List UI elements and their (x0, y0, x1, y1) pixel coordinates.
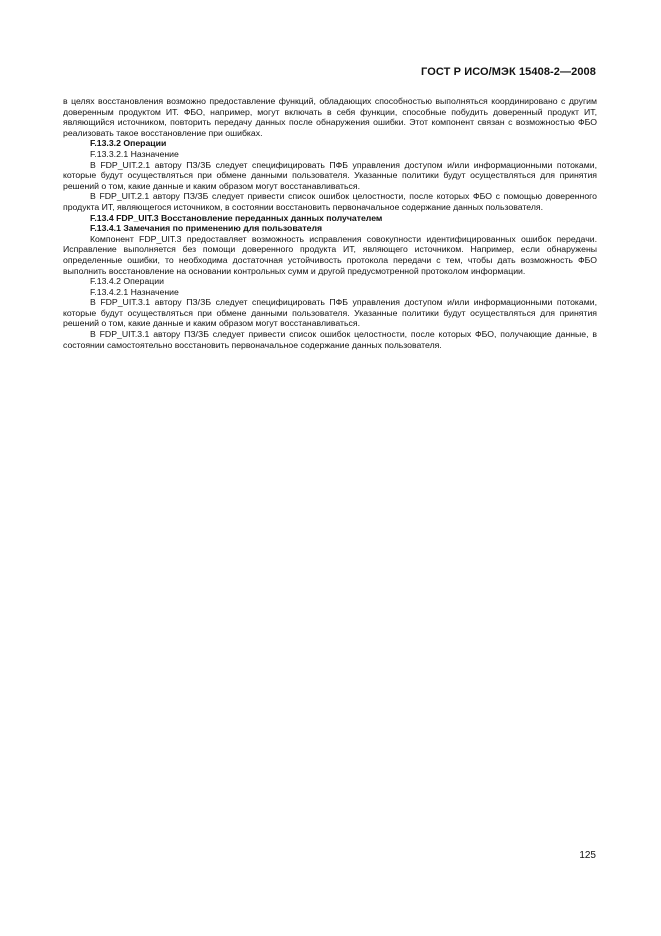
paragraph-uit-2-1-errors: В FDP_UIT.2.1 автору ПЗ/ЗБ следует привести список ошибок целостности, после которых ФБО с помощью доверенного продукта ИТ, являющегося источником, в состоянии восстановить первоначальное содержание данных пользователя. (63, 191, 597, 212)
subsection-heading-operations: F.13.3.2 Операции (90, 138, 167, 149)
paragraph-continuation: в целях восстановления возможно предоставление функций, обладающих способностью выполняться координировано с другим доверенным продуктом ИТ. ФБО, например, могут включать в себя функции, способные побудить доверенный продукт ИТ, являющийся источником, повторить передачу данных после обнаружения ошибки. Этот компонент связан с возможностью ФБО реализовать такое восстановление при ошибках. (63, 96, 597, 138)
paragraph-uit-3-1-errors: В FDP_UIT.3.1 автору ПЗ/ЗБ следует привести список ошибок целостности, после которых ФБО, получающие данные, в состоянии самостоятельно восстановить первоначальное содержание данных пользователя. (63, 329, 597, 350)
subsection-heading-operations-2: F.13.4.2 Операции (90, 276, 164, 287)
section-heading-uit-3: F.13.4 FDP_UIT.3 Восстановление переданных данных получателем (90, 212, 383, 223)
paragraph-uit-3-1-policies: В FDP_UIT.3.1 автору ПЗ/ЗБ следует специфицировать ПФБ управления доступом и/или информационными потоками, которые будут осуществляться при обмене данными пользователя. Указанные политики будут осуществляться для принятия решений о том, какие данные и каким образом могут восстанавливаться. (63, 297, 597, 329)
document-header-standard-id: ГОСТ Р ИСО/МЭК 15408-2—2008 (421, 66, 596, 78)
subsection-heading-user-notes: F.13.4.1 Замечания по применению для пользователя (90, 223, 323, 234)
subsection-heading-assignment-2: F.13.4.2.1 Назначение (90, 286, 179, 297)
page-number: 125 (579, 850, 596, 861)
paragraph-uit-2-1-policies: В FDP_UIT.2.1 автору ПЗ/ЗБ следует специфицировать ПФБ управления доступом и/или информационными потоками, которые будут осуществляться при обмене данными пользователя. Указанные политики будут осуществляться для принятия решений о том, какие данные и каким образом могут восстанавливаться. (63, 159, 597, 191)
document-body (63, 96, 597, 350)
paragraph-uit-3-description: Компонент FDP_UIT.3 предоставляет возможность исправления совокупности идентифицированных ошибок передачи. Исправление выполняется без помощи доверенного продукта ИТ, являющего источником. Например, если обнаружены определенные ошибки, то необходима достаточная устойчивость протокола передачи с тем, чтобы дать возможность ФБО выполнить восстановление на основании контрольных сумм и другой предусмотренной протоколом информации. (63, 233, 597, 276)
subsection-heading-assignment: F.13.3.2.1 Назначение (90, 148, 179, 159)
